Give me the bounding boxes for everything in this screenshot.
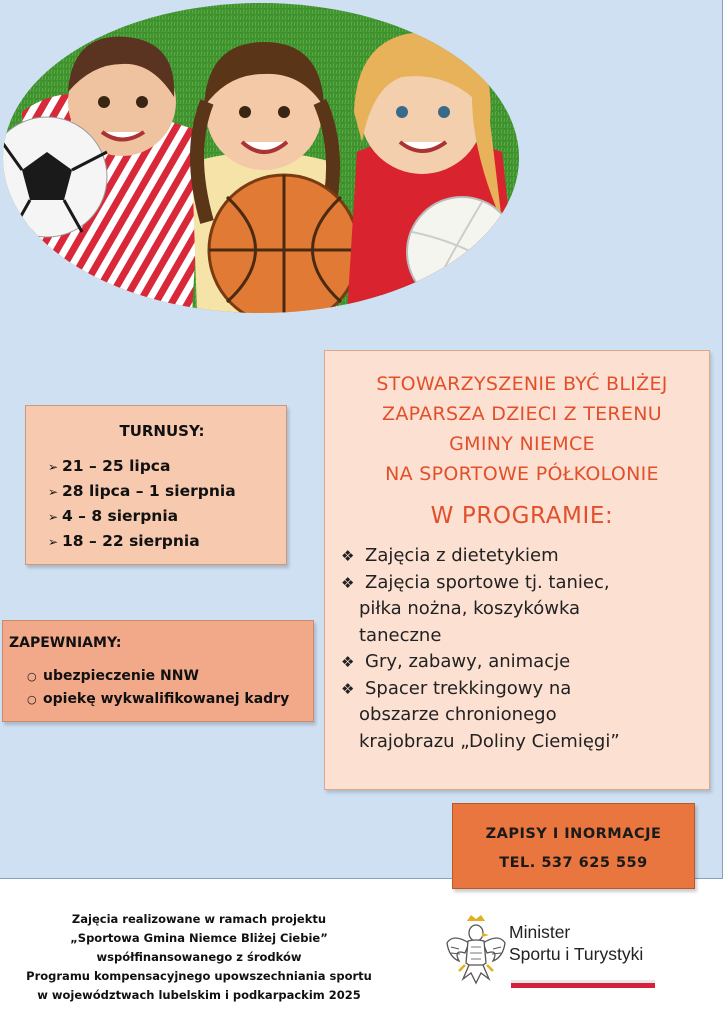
list-item: ➢ 21 – 25 lipca: [48, 454, 276, 479]
list-item: ❖ Zajęcia z dietetykiem: [341, 543, 703, 570]
four-diamond-star-icon: ❖: [341, 573, 355, 592]
contact-box: [452, 803, 695, 889]
program-list: [341, 543, 703, 755]
program-box: [324, 350, 710, 790]
arrow-bullet-icon: ➢: [48, 535, 59, 549]
zapewniamy-title: ZAPEWNIAMY:: [9, 635, 122, 651]
four-diamond-star-icon: ❖: [341, 679, 355, 698]
polish-flag-stripe: [511, 980, 655, 988]
list-item: ➢ 28 lipca – 1 sierpnia: [48, 479, 276, 504]
children-with-balls-photo: [2, 2, 520, 314]
turnusy-box: [25, 405, 287, 565]
four-diamond-star-icon: ❖: [341, 653, 355, 671]
polish-eagle-emblem-icon: [445, 913, 507, 987]
list-item: ❖ Gry, zabawy, animacje: [341, 649, 703, 676]
program-title: W PROGRAMIE:: [430, 503, 614, 529]
ministry-name: Minister Sportu i Turystyki: [509, 922, 644, 964]
list-item: ○ opiekę wykwalifikowanej kadry: [27, 688, 305, 711]
list-item: ➢ 18 – 22 sierpnia: [48, 529, 276, 554]
list-item: ➢ 4 – 8 sierpnia: [48, 504, 276, 529]
turnusy-list: [48, 454, 276, 554]
zapewniamy-box: [2, 620, 314, 722]
arrow-bullet-icon: ➢: [48, 510, 59, 524]
turnusy-title: TURNUSY:: [119, 422, 205, 440]
contact-label: ZAPISY I INORMACJE: [485, 826, 662, 842]
funding-footer: Zajęcia realizowane w ramach projektu „Sportowa Gmina Niemce Bliżej Ciebie” współfinansowanego z środków Programu kompensacyjnego upowszechniania sportu w województwach lubelskim i podkarpackim 2025: [26, 912, 372, 1002]
list-item: ○ ubezpieczenie NNW: [27, 665, 305, 688]
circle-bullet-icon: ○: [27, 670, 37, 683]
arrow-bullet-icon: ➢: [48, 460, 59, 474]
four-diamond-star-icon: ❖: [341, 547, 355, 565]
circle-bullet-icon: ○: [27, 693, 37, 706]
contact-phone[interactable]: TEL. 537 625 559: [499, 855, 648, 871]
list-item: ❖ Spacer trekkingowy na obszarze chronionego krajobrazu „Doliny Ciemięgi”: [341, 677, 620, 752]
arrow-bullet-icon: ➢: [48, 485, 59, 499]
ministry-logo: [445, 913, 665, 993]
zapewniamy-list: [9, 665, 305, 711]
invitation-headline: STOWARZYSZENIE BYĆ BLIŻEJ ZAPARSZA DZIECI Z TERENU GMINY NIEMCE NA SPORTOWE PÓŁKOLONIE: [376, 373, 668, 485]
list-item: ❖ Zajęcia sportowe tj. taniec, piłka nożna, koszykówka taneczne: [341, 571, 610, 646]
